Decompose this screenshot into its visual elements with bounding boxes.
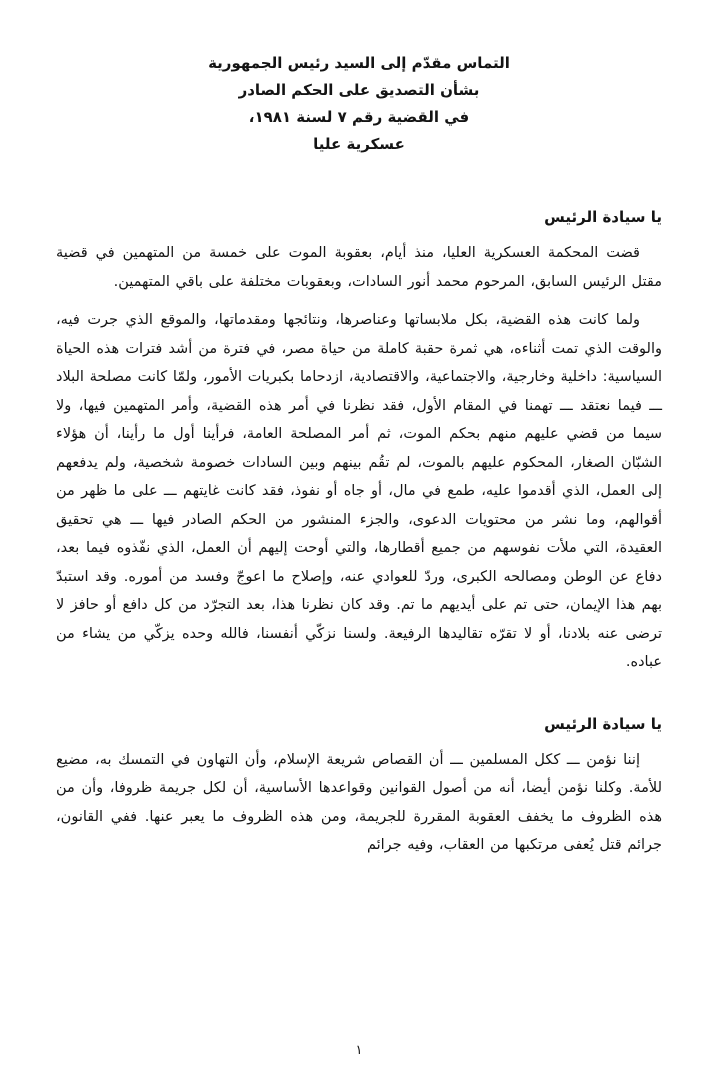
title-line-4: عسكرية عليا [313, 135, 405, 153]
paragraph-qisas-law: إننا نؤمن ـــ ككل المسلمين ـــ أن القصاص شريعة الإسلام، وأن التهاون في التمسك به، مضيع للأمة. وكلنا نؤمن أيضا، أنه من أصول القوانين وقواعدها الأساسية، أن لكل جريمة ظروفا، وأن من هذه الظروف ما يخفف العقوبة المقررة للجريمة، ومن هذه الظروف ما يعبر عنها. ففي القانون، جرائم قتل يُعفى مرتكبها من العقاب، وفيه جرائم [56, 751, 662, 853]
title-line-1: التماس مقدّم إلى السيد رئيس الجمهورية [208, 54, 510, 72]
page-number: ١ [355, 1043, 363, 1058]
title-line-3: في القضية رقم ٧ لسنة ١٩٨١، [248, 108, 470, 126]
salutation-heading-2: يا سيادة الرئيس [544, 714, 662, 733]
salutation-heading-1: يا سيادة الرئيس [544, 208, 662, 226]
title-line-2: بشأن التصديق على الحكم الصادر [238, 81, 480, 99]
paragraph-case-analysis: ولما كانت هذه القضية، بكل ملابساتها وعناصرها، ونتائجها ومقدماتها، والموقع الذي جرت فيه، والوقت الذي تمت أثناءه، هي ثمرة حقبة كاملة من حياة مصر، في فترة من أشد فترات هذه الحياة السياسية: داخلية وخارجية، والاجتماعية، والاقتصادية، ازدحاما بكبريات الأمور، ولمّا كانت مصلحة البلاد ـــ فيما نعتقد ـــ تهمنا في المقام الأول، فقد نظرنا في أمر هذه القضية، وأمر المتهمين فيها، ولا سيما من قضي عليهم منهم بحكم الموت، ثم أمر المصلحة العامة، فرأينا أول ما رأينا، أن هؤلاء الشبّان الصغار، المحكوم عليهم بالموت، لم تقُم بينهم وبين السادات خصومة شخصية، ولم يدفعهم إلى العمل، الذي أقدموا عليه، طمع في مال، أو جاه أو نفوذ، فقد كانت غايتهم ـــ على ما ظهر من أقوالهم، وما نشر من محتويات الدعوى، والجزء المنشور من الحكم الصادر فيها ـــ هي تحقيق العقيدة، التي ملأت نفوسهم من جميع أقطارها، والتي أوحت إليهم أن العمل، الذي نفّذوه فيما بعد، دفاع عن الوطن ومصالحه الكبرى، وردّ للعوادي عنه، وإصلاح ما اعوجّ وفسد من أموره. وقد استبدّ بهم هذا الإيمان، حتى تم على أيديهم ما تم. وقد كان نظرنا هذا، بعد التجرّد من كل دافع أو حافز لا ترضى عنه بلادنا، أو لا تقرّه تقاليدها الرفيعة. ولسنا نزكّي أنفسنا، فالله وحده يزكّي من يشاء من عباده. [56, 312, 662, 670]
document-title [56, 50, 662, 158]
paragraph-verdict: قضت المحكمة العسكرية العليا، منذ أيام، بعقوبة الموت على خمسة من المتهمين في قضية مقتل الرئيس السابق، المرحوم محمد أنور السادات، وبعقوبات مختلفة على باقي المتهمين. [56, 245, 662, 290]
